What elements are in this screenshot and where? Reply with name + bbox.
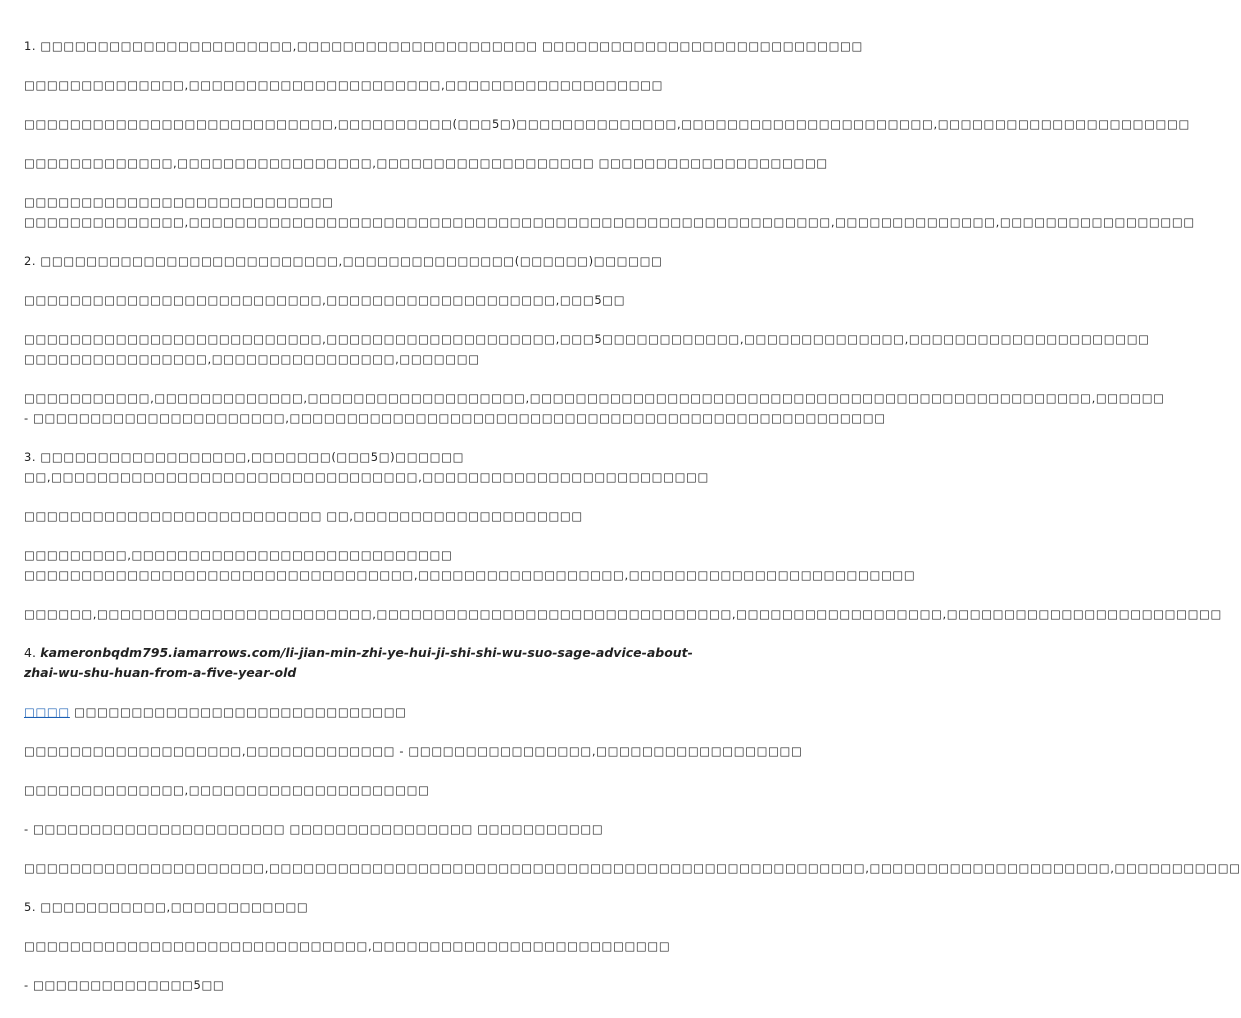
- text-line: □□,□□□□□□□□□□□□□□□□□□□□□□□□□□□□□□□□,□□□□□□□□□□□□□□□□□□□□□□□□□: [24, 470, 709, 484]
- text-line: □□□□□□□□□□□□□,□□□□□□□□□□□□□□□□□,□□□□□□□□□□□□□□□□□□□ □□□□□□□□□□□□□□□□□□□□: [24, 156, 828, 170]
- paragraph: [24, 819, 720, 839]
- paragraph: [24, 741, 803, 761]
- paragraph: [24, 36, 863, 56]
- paragraph: [24, 780, 720, 800]
- section-5: [24, 897, 720, 995]
- text-line: □□□□□□□□□□□□□□□□□□□,□□□□□□□□□□□□□ - □□□□□□□□□□□□□□□□,□□□□□□□□□□□□□□□□□□: [24, 744, 803, 758]
- paragraph: [24, 858, 1241, 878]
- inline-link[interactable]: □□□□: [24, 705, 70, 719]
- paragraph: [24, 897, 720, 917]
- text-line: □□□□□□□□□□□□□□□□□□□□□□□□□□□□□: [69, 705, 407, 719]
- text-line: □□□□□□□□□□□□□□□□□□□□□□□□□□□□□□,□□□□□□□□□□□□□□□□□□□□□□□□□□: [24, 939, 671, 953]
- paragraph: [24, 506, 720, 526]
- text-line: □□□□□□□□□□□□□□□□,□□□□□□□□□□□□□□□□,□□□□□□□: [24, 352, 480, 366]
- text-line: □□□□□□,□□□□□□□□□□□□□□□□□□□□□□□□,□□□□□□□□□□□□□□□□□□□□□□□□□□□□□□□,□□□□□□□□□□□□□□□□□□,□□□□□□□□□□□□□□□□□□□□□□□□: [24, 607, 1222, 621]
- section-2: [24, 251, 1165, 428]
- list-number: 4.: [24, 645, 36, 660]
- text-line: 1. □□□□□□□□□□□□□□□□□□□□□□,□□□□□□□□□□□□□□□□□□□□□ □□□□□□□□□□□□□□□□□□□□□□□□□□□□: [24, 39, 863, 53]
- paragraph: [24, 329, 1150, 369]
- url-text: kameronbqdm795.iamarrows.com/li-jian-min-zhi-ye-hui-ji-shi-shi-wu-suo-sage-advice-about-zhai-wu-shu-huan-from-a-five-year-old: [24, 645, 693, 680]
- text-line: 2. □□□□□□□□□□□□□□□□□□□□□□□□□□,□□□□□□□□□□□□□□□(□□□□□□)□□□□□□: [24, 254, 663, 268]
- text-line: □□□□□□□□□□□□□□□□□□□□□□□□□□□: [24, 195, 334, 209]
- text-line: - □□□□□□□□□□□□□□□□□□□□□□ □□□□□□□□□□□□□□□□ □□□□□□□□□□□: [24, 822, 604, 836]
- section-1: [24, 36, 1195, 232]
- paragraph: [24, 192, 1195, 232]
- paragraph: [24, 545, 916, 585]
- paragraph: [24, 604, 1222, 624]
- paragraph: [24, 447, 720, 487]
- section-4: [24, 643, 1241, 878]
- text-line: □□□□□□□□□□□□□□,□□□□□□□□□□□□□□□□□□□□□□,□□□□□□□□□□□□□□□□□□□: [24, 78, 664, 92]
- paragraph: [24, 388, 1165, 428]
- text-line: □□□□□□□□□,□□□□□□□□□□□□□□□□□□□□□□□□□□□□: [24, 548, 453, 562]
- text-line: □□□□□□□□□□□,□□□□□□□□□□□□□,□□□□□□□□□□□□□□□□□□□,□□□□□□□□□□□□□□□□□□□□□□□□□□□□□□□□□□□□□□□□□□□□□□□□□,□□□□□□: [24, 391, 1165, 405]
- document-body: [24, 36, 1241, 1018]
- text-line: 5. □□□□□□□□□□□,□□□□□□□□□□□□: [24, 900, 309, 914]
- text-line: □□□□□□□□□□□□□□□□□□□□□□□□□□,□□□□□□□□□□□□□□□□□□□□,□□□5□□□□□□□□□□□□,□□□□□□□□□□□□□□,□□□□□□□□□□□□□□□□□□□□□: [24, 332, 1150, 346]
- text-line: □□□□□□□□□□□□□□□□□□□□□,□□□□□□□□□□□□□□□□□□□□□□□□□□□□□□□□□□□□□□□□□□□□□□□□□□□□,□□□□□□□□□□□□□□□□□□□□□,□□□□□□□□□□□: [24, 861, 1241, 875]
- url-heading: [24, 643, 694, 683]
- paragraph: [24, 251, 720, 271]
- text-line: - □□□□□□□□□□□□□□5□□: [24, 978, 225, 992]
- text-line: □□□□□□□□□□□□□□,□□□□□□□□□□□□□□□□□□□□□: [24, 783, 430, 797]
- text-line: - □□□□□□□□□□□□□□□□□□□□□□,□□□□□□□□□□□□□□□□□□□□□□□□□□□□□□□□□□□□□□□□□□□□□□□□□□□□: [24, 411, 886, 425]
- text-line: □□□□□□□□□□□□□□□□□□□□□□□□□□,□□□□□□□□□□□□□□□□□□□□,□□□5□□: [24, 293, 626, 307]
- link-paragraph: [24, 702, 720, 722]
- text-line: □□□□□□□□□□□□□□□□□□□□□□□□□□ □□,□□□□□□□□□□□□□□□□□□□□: [24, 509, 583, 523]
- text-line: □□□□□□□□□□□□□□,□□□□□□□□□□□□□□□□□□□□□□□□□□□□□□□□□□□□□□□□□□□□□□□□□□□□□□□□,□□□□□□□□□□□□□□,□□□□□□□□□□□□□□□□□: [24, 215, 1195, 229]
- paragraph: [24, 290, 720, 310]
- paragraph: [24, 975, 720, 995]
- paragraph: [24, 153, 828, 173]
- text-line: 3. □□□□□□□□□□□□□□□□□□,□□□□□□□(□□□5□)□□□□□□: [24, 450, 465, 464]
- paragraph: [24, 114, 1190, 134]
- paragraph: [24, 75, 720, 95]
- section-3: [24, 447, 1222, 624]
- paragraph: [24, 936, 720, 956]
- text-line: □□□□□□□□□□□□□□□□□□□□□□□□□□□□□□□□□□,□□□□□□□□□□□□□□□□□□,□□□□□□□□□□□□□□□□□□□□□□□□□: [24, 568, 916, 582]
- text-line: □□□□□□□□□□□□□□□□□□□□□□□□□□□,□□□□□□□□□□(□□□5□)□□□□□□□□□□□□□□,□□□□□□□□□□□□□□□□□□□□□□,□□□□□□□□□□□□□□□□□□□□□□: [24, 117, 1190, 131]
